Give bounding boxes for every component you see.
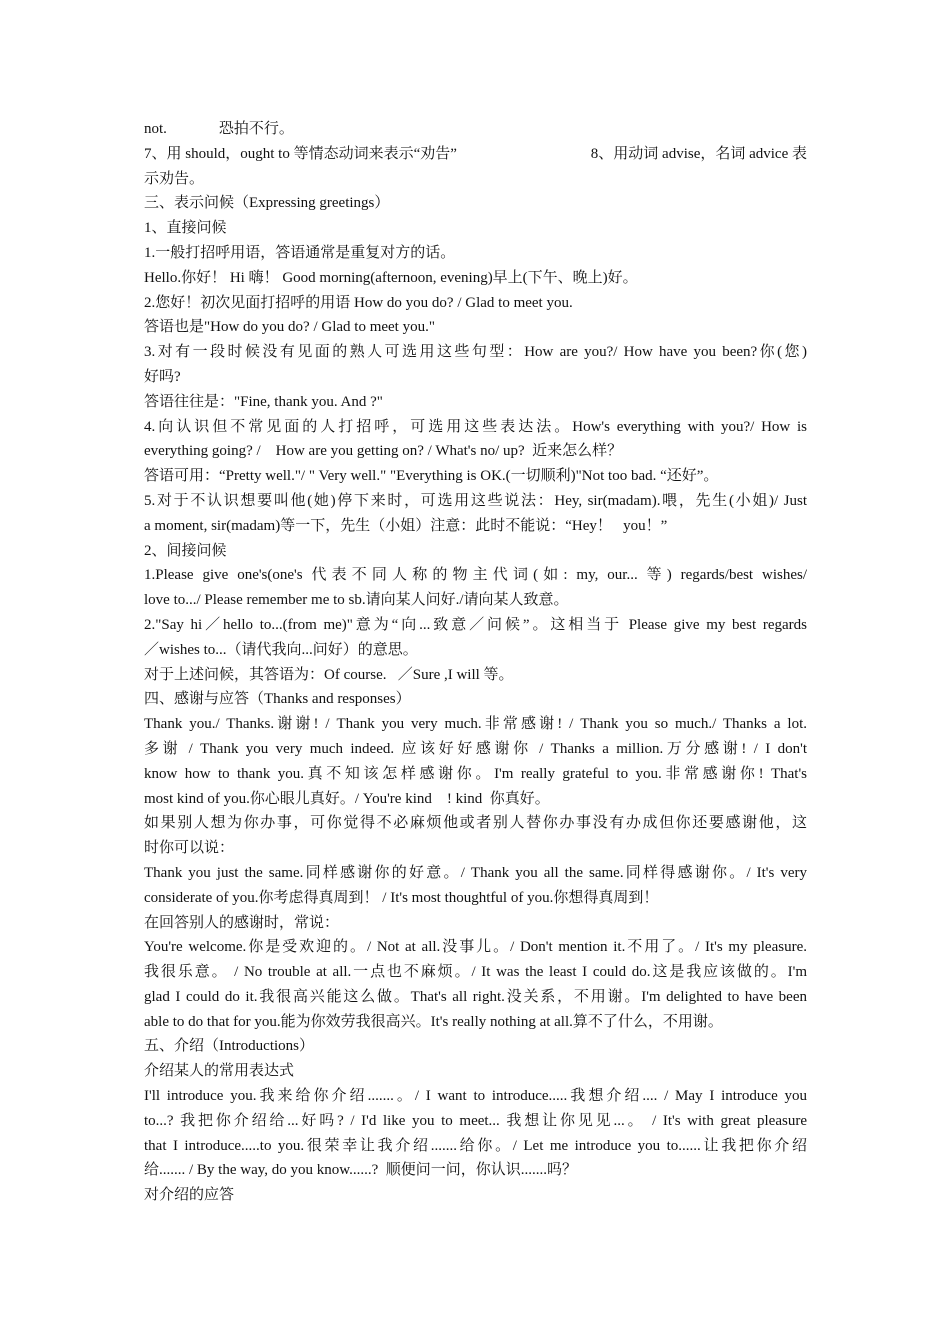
text-line: Thank you just the same.同样感谢你的好意。/ Thank you all the same.同样得感谢你。/ It's very bbox=[144, 864, 807, 881]
text-line: 在回答别人的感谢时，常说： bbox=[144, 914, 340, 931]
text-line: 3.对有一段时候没有见面的熟人可选用这些句型：How are you?/ How have you been?你(您) bbox=[144, 344, 807, 361]
text-line: 1.Please give one's(one's 代表不同人称的物主代词(如: my, our... 等) regards/best wishes/ bbox=[144, 567, 807, 584]
subheading: 介绍某人的常用表达式 bbox=[144, 1063, 295, 1080]
text-line: everything going? / How are you getting on? / What's no/ up? 近来怎么样？ bbox=[144, 443, 623, 460]
document-body bbox=[144, 117, 807, 1208]
text-line: a moment, sir(madam)等一下，先生（小姐）注意：此时不能说：“Hey！ you！” bbox=[144, 517, 668, 534]
subheading: 2、间接问候 bbox=[144, 542, 227, 559]
text-line: 1.一般打招呼用语，答语通常是重复对方的话。 bbox=[144, 244, 456, 261]
text-line: most kind of you.你心眼儿真好。/ You're kind ! kind 你真好。 bbox=[144, 790, 550, 807]
text-line: 我很乐意。 / No trouble at all.一点也不麻烦。/ It was the least I could do.这是我应该做的。I'm bbox=[144, 964, 807, 981]
text-line: 对于上述问候，其答语为：Of course. ／Sure ,I will 等。 bbox=[144, 666, 514, 683]
text-line bbox=[144, 142, 807, 167]
text-line: 时你可以说： bbox=[144, 840, 235, 857]
text-line: 答语可用：“Pretty well."/ " Very well." "Everything is OK.(一切顺利)"Not too bad. “还好”。 bbox=[144, 468, 719, 485]
text-fragment: 7、用 should，ought to 等情态动词来表示“劝告” bbox=[144, 145, 457, 162]
text-line bbox=[144, 117, 807, 142]
text-line: 给....... / By the way, do you know......? 顺便问一问，你认识.......吗？ bbox=[144, 1162, 578, 1179]
text-line: 好吗? bbox=[144, 368, 181, 385]
text-fragment: not. bbox=[144, 121, 167, 137]
text-line: 如果别人想为你办事，可你觉得不必麻烦他或者别人替你办事没有办成但你还要感谢他，这 bbox=[144, 815, 807, 832]
text-line: 4.向认识但不常见面的人打招呼，可选用这些表达法。How's everything with you?/ How is bbox=[144, 418, 807, 435]
text-line: able to do that for you.能为你效劳我很高兴。It's really nothing at all.算不了什么，不用谢。 bbox=[144, 1013, 723, 1030]
text-line: 多谢 / Thank you very much indeed. 应该好好感谢你 / Thanks a million.万分感谢! / I don't bbox=[144, 740, 807, 757]
section-heading: 四、感谢与应答（Thanks and responses） bbox=[144, 691, 411, 708]
text-line: glad I could do it.我很高兴能这么做。That's all right.没关系，不用谢。I'm delighted to have been bbox=[144, 988, 807, 1005]
text-line: 答语往往是："Fine, thank you. And ?" bbox=[144, 393, 383, 410]
section-heading: 五、介绍（Introductions） bbox=[144, 1038, 314, 1055]
text-line: know how to thank you.真不知该怎样感谢你。I'm really grateful to you.非常感谢你! That's bbox=[144, 765, 807, 782]
section-heading: 三、表示问候（Expressing greetings） bbox=[144, 195, 390, 212]
text-line: I'll introduce you.我来给你介绍.......。/ I want to introduce.....我想介绍.... / May I introduce you bbox=[144, 1088, 807, 1105]
text-line: love to.../ Please remember me to sb.请向某人问好./请向某人致意。 bbox=[144, 592, 569, 609]
text-fragment: 8、用动词 advise，名词 advice 表 bbox=[590, 145, 807, 162]
subheading: 对介绍的应答 bbox=[144, 1187, 235, 1204]
text-line: 答语也是"How do you do? / Glad to meet you." bbox=[144, 319, 435, 336]
subheading: 1、直接问候 bbox=[144, 220, 227, 237]
text-line: 2.您好！初次见面打招呼的用语 How do you do? / Glad to meet you. bbox=[144, 294, 573, 311]
text-line: that I introduce.....to you.很荣幸让我介绍.......给你。/ Let me introduce you to......让我把你介绍 bbox=[144, 1137, 807, 1154]
text-fragment: 恐拍不行。 bbox=[218, 121, 294, 137]
text-line: to...? 我把你介绍给...好吗? / I'd like you to meet... 我想让你见见...。 / It's with great pleasure bbox=[144, 1112, 807, 1129]
text-line: ／wishes to...（请代我向...问好）的意思。 bbox=[144, 641, 418, 658]
text-line: Hello.你好！ Hi 嗨！ Good morning(afternoon, evening)早上(下午、晚上)好。 bbox=[144, 269, 638, 286]
text-line: You're welcome.你是受欢迎的。/ Not at all.没事儿。/ Don't mention it.不用了。/ It's my pleasure. bbox=[144, 939, 807, 956]
text-line: considerate of you.你考虑得真周到！ / It's most thoughtful of you.你想得真周到！ bbox=[144, 889, 659, 906]
text-line: Thank you./ Thanks.谢谢! / Thank you very much.非常感谢! / Thank you so much./ Thanks a lot. bbox=[144, 716, 807, 733]
text-line: 示劝告。 bbox=[144, 170, 205, 187]
text-line: 5.对于不认识想要叫他(她)停下来时，可选用这些说法：Hey, sir(madam).喂，先生(小姐)/ Just bbox=[144, 492, 807, 509]
text-line: 2."Say hi／hello to...(from me)"意为“向...致意／问候”。这相当于 Please give my best regards bbox=[144, 616, 807, 633]
